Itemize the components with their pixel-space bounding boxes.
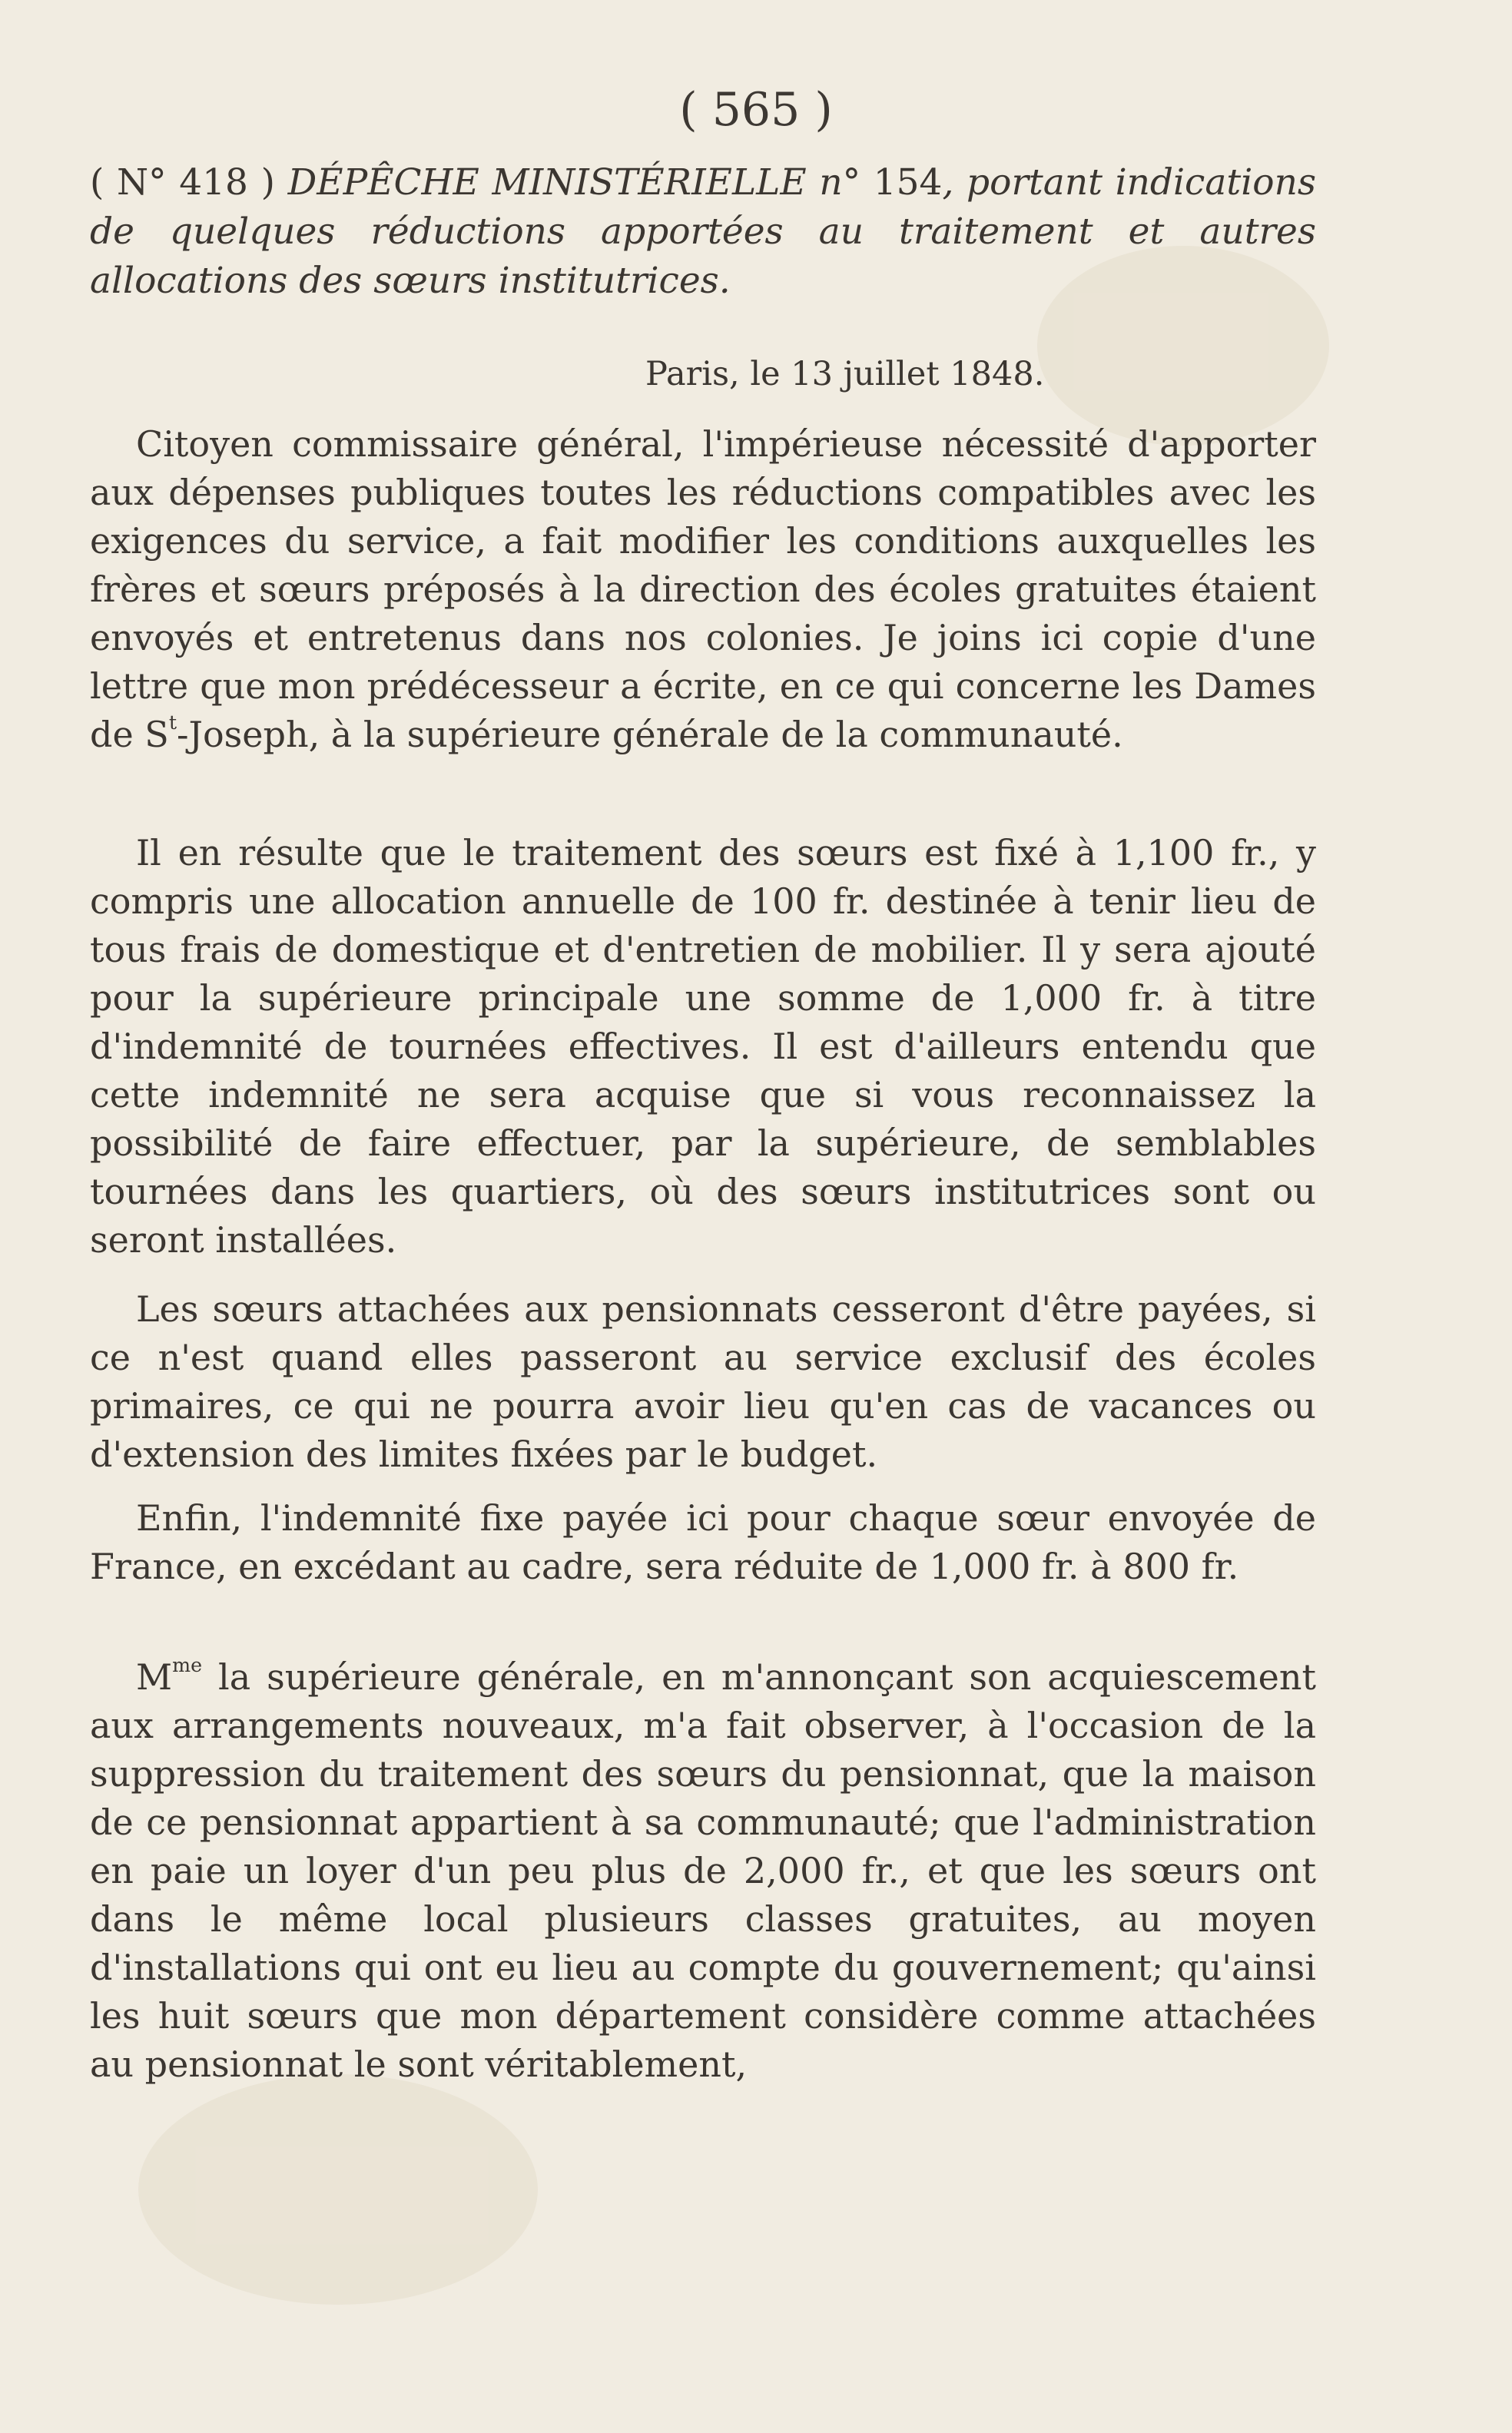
- paragraph-text: M: [136, 1656, 173, 1698]
- page-number: ( 565 ): [679, 83, 833, 137]
- dateline: Paris, le 13 juillet 1848.: [645, 355, 1045, 393]
- document-title: DÉPÊCHE MINISTÉRIELLE n°: [287, 161, 861, 204]
- dispatch-number: 154: [873, 161, 943, 204]
- document-number: ( N° 418 ): [90, 161, 275, 204]
- document-subtitle: , portant indications de quelques réductions apportées au traitement et autres allocations des sœurs institutrices.: [90, 161, 1316, 302]
- superscript: me: [172, 1654, 203, 1677]
- superscript: t: [168, 711, 177, 734]
- paragraph-text: Citoyen commissaire général, l'impérieuse nécessité d'apporter aux dépenses publiques toutes les réductions compatibles avec les exigences du service, a fait modifier les conditions auxquelles les frères et sœurs préposés à la direction des écoles gratuites étaient envoyés et entretenus dans nos colonies. Je joins ici copie d'une lettre que mon prédécesseur a écrite, en ce qui concerne les Dames de S: [90, 423, 1316, 755]
- document-heading: [90, 158, 1316, 306]
- body-paragraph: Enfin, l'indemnité fixe payée ici pour chaque sœur envoyée de France, en excédant au cadre, sera réduite de 1,000 fr. à 800 fr.: [90, 1497, 1316, 1587]
- body-paragraph: [90, 1653, 1316, 2089]
- paper-stain: [138, 2074, 538, 2305]
- body-paragraph: [90, 420, 1316, 759]
- body-paragraph: Il en résulte que le traitement des sœurs est fixé à 1,100 fr., y compris une allocation annuelle de 100 fr. destinée à tenir lieu de tous frais de domestique et d'entretien de mobilier. Il y sera ajouté pour la supérieure principale une somme de 1,000 fr. à titre d'indemnité de tournées effectives. Il est d'ailleurs entendu que cette indemnité ne sera acquise que si vous reconnaissez la possibilité de faire effectuer, par la supérieure, de semblables tournées dans les quartiers, où des sœurs institutrices sont ou seront installées.: [90, 832, 1316, 1261]
- body-paragraph: Les sœurs attachées aux pensionnats cesseront d'être payées, si ce n'est quand elles passeront au service exclusif des écoles primaires, ce qui ne pourra avoir lieu qu'en cas de vacances ou d'extension des limites fixées par le budget.: [90, 1288, 1316, 1475]
- paragraph-text: -Joseph, à la supérieure générale de la communauté.: [176, 714, 1123, 755]
- paragraph-text: la supérieure générale, en m'annonçant son acquiescement aux arrangements nouveaux, m'a fait observer, à l'occasion de la suppression du traitement des sœurs du pensionnat, que la maison de ce pensionnat appartient à sa communauté; que l'administration en paie un loyer d'un peu plus de 2,000 fr., et que les sœurs ont dans le même local plusieurs classes gratuites, au moyen d'installations qui ont eu lieu au compte du gouvernement; qu'ainsi les huit sœurs que mon département considère comme attachées au pensionnat le sont véritablement,: [90, 1656, 1316, 2085]
